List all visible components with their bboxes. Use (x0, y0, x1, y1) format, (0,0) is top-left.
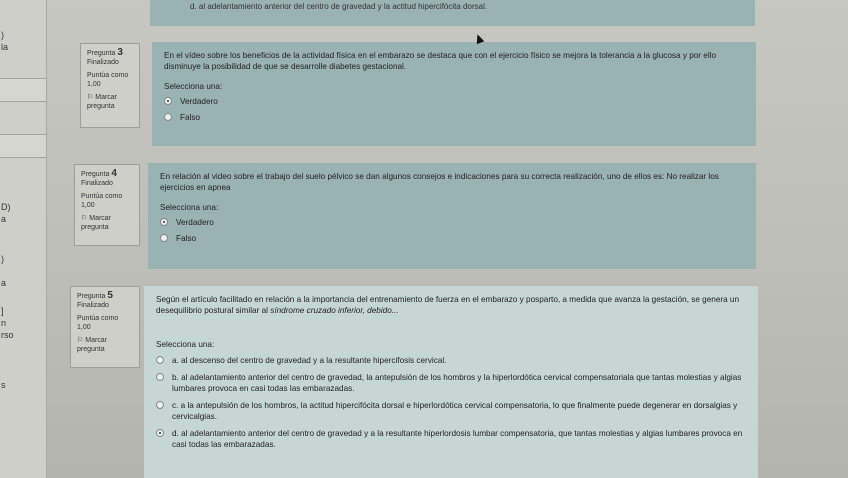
question-state: Finalizado (81, 180, 113, 187)
radio-button[interactable] (156, 356, 164, 364)
question-content (148, 163, 756, 269)
answer-label: d. al adelantamiento anterior del centro de gravedad y a la resultante hiperlordosis lumbar compensatoria, que tantas molestias y algias lumbares provoca en casi todas las embarazadas. (172, 429, 743, 449)
answer-option-true[interactable] (164, 96, 744, 107)
answer-option-true[interactable] (160, 217, 744, 228)
radio-button[interactable] (164, 97, 172, 105)
flag-question-link[interactable]: ⚐ Marcar pregunta (81, 215, 112, 231)
question-score: 1,00 (81, 202, 95, 209)
question-info-box (80, 43, 140, 128)
answer-option-false[interactable] (164, 112, 744, 123)
answer-label: Verdadero (176, 218, 214, 227)
sidebar-fragment: s (1, 380, 6, 390)
sidebar-fragment: a (1, 278, 7, 288)
answer-option-a[interactable] (156, 355, 746, 366)
flag-icon: ⚐ (87, 94, 94, 101)
radio-button[interactable] (164, 113, 172, 121)
question-score-label: Puntúa como (87, 72, 129, 79)
select-one-label: Selecciona una: (156, 340, 215, 349)
question-text: En el vídeo sobre los beneficios de la actividad física en el embarazo se destaca que con el ejercicio físico se mejora la tolerancia a la glucosa y por ello disminuye la posibilidad de que se desarrolle diabetes gestacional. (164, 51, 717, 71)
sidebar-navigation (0, 0, 47, 478)
question-content (152, 42, 756, 146)
sidebar-fragment: D) (1, 202, 11, 212)
select-one-label: Selecciona una: (164, 82, 223, 91)
sidebar-fragment: rso (1, 330, 14, 340)
question-number: Pregunta 4 (81, 168, 117, 179)
answer-label: c. a la antepulsión de los hombros, la actitud hipercifócita dorsal e hiperlordótica cervical compensatoria, lo que finalmente puede degenerar en dorsalgias y cervicalgias. (172, 401, 738, 421)
answer-option-d[interactable] (156, 428, 746, 450)
answer-label: b. al adelantamiento anterior del centro de gravedad, la antepulsión de los hombros y la hiperlordótica cervical compensatoriala que tantas molestias y algias lumbares provoca en casi todas las embarazadas. (172, 373, 742, 393)
answer-option-false[interactable] (160, 233, 744, 244)
question-score-label: Puntúa como (81, 193, 123, 200)
question-info-box (74, 164, 140, 246)
flag-question-link[interactable]: ⚐ Marcar pregunta (87, 94, 118, 110)
question-text-italic: síndrome cruzado inferior, debido... (270, 306, 399, 315)
question-number: Pregunta 5 (77, 290, 113, 301)
question-score: 1,00 (87, 81, 101, 88)
sidebar-fragment: la (1, 42, 9, 52)
radio-button[interactable] (156, 429, 164, 437)
question-text: Según el artículo facilitado en relación a la importancia del entrenamiento de fuerza en el embarazo y posparto, a medida que avanza la gestación, se genera un desequilibrio postural similar al síndrome cruzado inferior, debido... (156, 295, 740, 315)
answer-option-c[interactable] (156, 400, 746, 422)
sidebar-fragment: ] (1, 306, 4, 316)
question-state: Finalizado (77, 302, 109, 309)
question-info-box (70, 286, 140, 368)
sidebar-nav-item[interactable] (0, 134, 46, 158)
sidebar-fragment: ) (1, 254, 4, 264)
answer-label: Falso (180, 113, 201, 122)
previous-option-fragment: d. al adelantamiento anterior del centro de gravedad y la actitud hipercifócita dorsal. (190, 2, 488, 11)
radio-button[interactable] (160, 218, 168, 226)
radio-button[interactable] (160, 234, 168, 242)
flag-icon: ⚐ (81, 215, 88, 222)
answer-label: Verdadero (180, 97, 218, 106)
question-text: En relación al video sobre el trabajo del suelo pélvico se dan algunos consejos e indicaciones para su correcta realización, uno de ellos es: No realizar los ejercicios en apnea (160, 172, 719, 192)
radio-button[interactable] (156, 401, 164, 409)
sidebar-fragment: n (1, 318, 7, 328)
question-content (144, 286, 758, 478)
question-number: Pregunta 3 (87, 47, 123, 58)
sidebar-fragment: a (1, 214, 7, 224)
radio-button[interactable] (156, 373, 164, 381)
answer-option-b[interactable] (156, 372, 746, 394)
answer-label: Falso (176, 234, 197, 243)
flag-question-link[interactable]: ⚐ Marcar pregunta (77, 337, 108, 353)
flag-icon: ⚐ (77, 337, 84, 344)
select-one-label: Selecciona una: (160, 203, 219, 212)
sidebar-nav-item[interactable] (0, 78, 46, 102)
question-state: Finalizado (87, 59, 119, 66)
sidebar-fragment: ) (1, 30, 4, 40)
previous-question-content (150, 0, 755, 26)
question-score-label: Puntúa como (77, 315, 119, 322)
question-score: 1,00 (77, 324, 91, 331)
answer-label: a. al descenso del centro de gravedad y a la resultante hipercifosis cervical. (172, 356, 447, 365)
